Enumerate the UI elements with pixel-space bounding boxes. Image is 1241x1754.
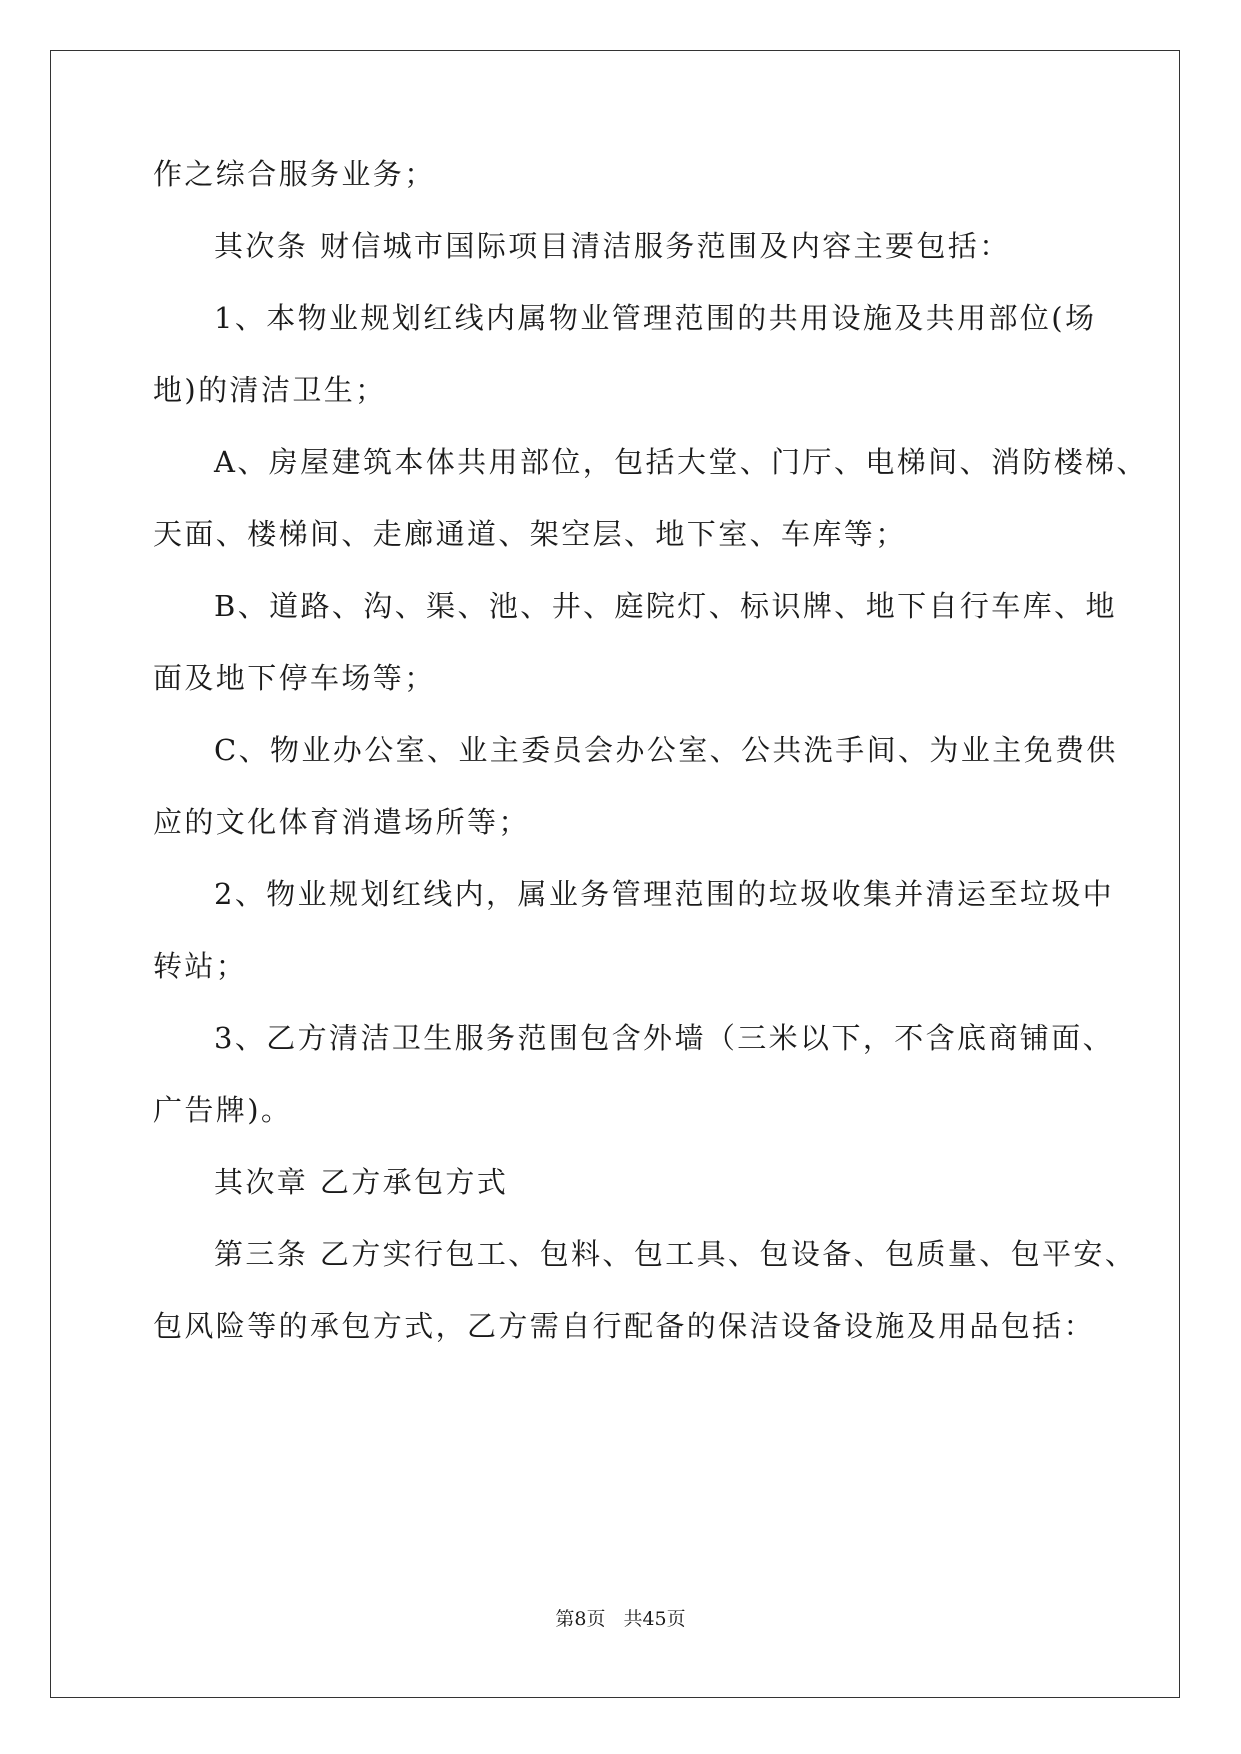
text-line: 3、乙方清洁卫生服务范围包含外墙（三米以下，不含底商铺面、 [214,1021,1115,1055]
text-line: 应的文化体育消遣场所等； [153,805,530,839]
text-line: 其次条 财信城市国际项目清洁服务范围及内容主要包括： [214,229,1011,263]
total-pages: 共45页 [623,1608,686,1630]
text-line: 第三条 乙方实行包工、包料、包工具、包设备、包质量、包平安、 [214,1237,1137,1271]
page-footer [0,1604,1241,1631]
section-heading: 其次章 乙方承包方式 [214,1165,509,1199]
text-line: 1、本物业规划红线内属物业管理范围的共用设施及共用部位(场 [214,301,1097,335]
page-number: 第8页 [555,1608,606,1630]
text-line: 转站； [153,949,248,983]
text-line: 地)的清洁卫生； [153,373,387,407]
text-line: 广告牌)。 [153,1093,293,1127]
text-line: 天面、楼梯间、走廊通道、架空层、地下室、车库等； [153,517,907,551]
text-line: 面及地下停车场等； [153,661,436,695]
text-line: A、房屋建筑本体共用部位，包括大堂、门厅、电梯间、消防楼梯、 [214,445,1148,479]
text-line: B、道路、沟、渠、池、井、庭院灯、标识牌、地下自行车库、地 [214,589,1117,623]
text-line: 包风险等的承包方式，乙方需自行配备的保洁设备设施及用品包括： [153,1309,1096,1343]
text-line: C、物业办公室、业主委员会办公室、公共洗手间、为业主免费供 [214,733,1118,767]
text-line: 2、物业规划红线内，属业务管理范围的垃圾收集并清运至垃圾中 [214,877,1115,911]
text-line: 作之综合服务业务； [153,157,436,191]
